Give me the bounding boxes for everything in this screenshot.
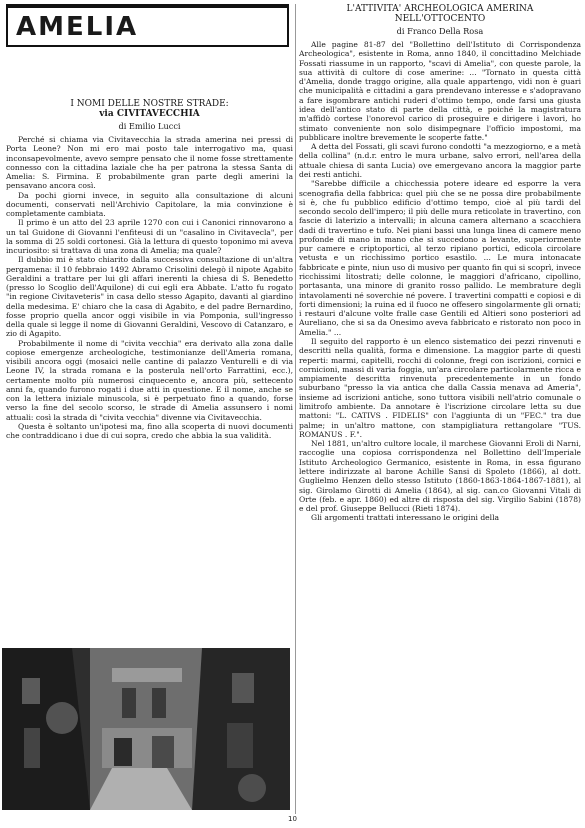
page-number: 10: [288, 815, 297, 823]
left-article-body: [6, 135, 293, 440]
left-column: [6, 4, 293, 440]
right-article-title-line2: NELL'OTTOCENTO: [394, 14, 486, 24]
column-divider: [295, 4, 296, 814]
right-article-author: di Franco Della Rosa: [396, 26, 484, 36]
right-paragraph-6: Gli argomenti trattati interessano le origini della: [311, 513, 500, 523]
street-photo-drawing: [2, 648, 290, 810]
left-article-title-line1: I NOMI DELLE NOSTRE STRADE:: [70, 99, 229, 109]
left-article-title-line2: via CIVITAVECCHIA: [99, 109, 200, 119]
left-article-author: di Emilio Lucci: [118, 121, 181, 131]
right-paragraph-1: Alle pagine 81-87 del "Bollettino dell'Istituto di Corrispondenza Archeologica", esistente in Roma, anno 1840, il concittadino Melchiade Fossati riassume in un rapporto, "scavi di Amelia", con queste parole, la sua attività di cultore di cose amerine: ... "Tornato in questa città d'Amelia, donde traggo origine, alla quale appartengo, vidi non è guari che municipalità e cittadini a gara prendevano interesse e s'adopravano a fare isgombrare antichi ruderi d'ottimo tempo, onde farsi una giusta idea dell'antico stato di parte della città, e poiché la magistratura m'affidò cortese l'onorevol carico di proseguire e dirigere i lavori, ho stimato conveniente non solo disimpegnare l'officio impostomi, ma pubblicare inoltre brevemente le scoperte fatte.": [299, 40, 581, 142]
left-paragraph-1: Perché si chiama via Civitavecchia la strada amerina nei pressi di Porta Leone? Non mi ero mai posto tale interrogativo ma, quasi inconsapevolmente, avevo sempre pensato che il nome fosse strettamente connesso con la cittadina laziale che ha per patrona la stessa Santa di Amelia: S. Firmina. E probabilmente gran parte degli amerini la pensavano ancora così.: [6, 135, 293, 191]
left-paragraph-5: Probabilmente il nome di "civita vecchia" era derivato alla zona dalle copiose emergenze archeologiche, testimonianze dell'Ameria romana, visibili ancora oggi (mosaici nelle cantine di palazzo Venturelli e di via Leone IV, la strada romana e la posterula nell'orto Farrattini, ecc.), certamente molto più numerosi cinquecento e, ancora più, settecento anni fa, quando furono rogati i due atti in questione. E il nome, anche se con la lettera iniziale minuscola, si è perpetuato fino a quando, forse verso la fine del secolo scorso, le strade di Amelia assunsero i nomi attuali: così la strada di "civita vecchia" divenne via Civitavecchia.: [6, 338, 293, 422]
street-photo: [2, 648, 290, 810]
left-paragraph-3: Il primo è un atto del 23 aprile 1270 con cui i Canonici rinnovarono a un tal Guidone di Giovanni l'enfiteusi di un "casalino in Civitavecla", per la somma di 25 soldi cortonesi. Già la lettura di questo toponimo mi aveva incuriosito: si trattava di una zona di Amelia; ma quale?: [6, 218, 293, 255]
left-article-title: [6, 99, 293, 119]
right-article-title: [299, 4, 581, 24]
right-paragraph-5: Nel 1881, un'altro cultore locale, il marchese Giovanni Eroli di Narni, raccoglie una copiosa corrispondenza nel Bollettino dell'Imperiale Istituto Archeologico Germanico, esistente in Roma, in essa figurano lettere indirizzate al barone Achille Sansi di Spoleto (1866), al dott. Guglielmo Henzen dello stesso Istituto (1860-1863-1864-1867-1881), al sig. Girolamo Girotti di Amelia (1864), al sig. can.co Giovanni Vitali di Orte (feb. e apr. 1860) ed altre di risposta del sig. Virgilio Sabini (1878) e del prof. Giuseppe Bellucci (Rieti 1874).: [299, 439, 581, 514]
right-article-title-line1: L'ATTIVITA' ARCHEOLOGICA AMERINA: [346, 4, 534, 14]
left-paragraph-2: Da pochi giorni invece, in seguito alla consultazione di alcuni documenti, conservati nell'Archivio Capitolare, la mia convinzione è completamente cambiata.: [6, 190, 293, 218]
right-paragraph-3: "Sarebbe difficile a chicchessia potere ideare ed esporre la vera scenografia della fabbrica: quel più che se ne possa dire probabilmente si è, che fu pubblico edificio d'ottimo tempo, cioè al più tardi del secondo secolo dell'impero; il più delle mura reticolate in travertino, con fascie di laterizio a intervalli; in alcuna camera alternano a scacchiera dadi di travertino e tufo. Nei piani bassi una lunga linea di camere meno profonde di mano in mano che si succedono a levante, superiormente pur camere e criptoportici, al terzo ripiano portici, edicola circolare vetusta e un ricchissimo portico esastilo. ... Le mura intonacate fabbricate e pinte, niun uso di musivo per quanto fin qui si scoprì, invece ricchissimi litostrati; delle colonne, le maggiori d'africano, cipollino, portasanta, una minore di granito rosso pallido. Le membrature degli intavolamenti né soverchie né povere. I travertini compatti e copiosi e di forti dimensioni; la ruina ed il fuoco ne offesero singolarmente gli ornati; i restauri d'alcune volte fralle case Gentili ed Altieri sono posteriori ad Aureliano, che si sa da Onesimo aveva fabbricato e ristorato non poco in Amelia." ...: [299, 179, 581, 337]
masthead-title: AMELIA: [16, 11, 139, 42]
right-article-body: [299, 40, 581, 523]
left-paragraph-4: Il dubbio mi è stato chiarito dalla successiva consultazione di un'altra pergamena: il 10 febbraio 1492 Abramo Crisolini delegò il nipote Agabito Geraldini a trattare per lui gli affari inerenti la chiesa di S. Benedetto (presso lo Scoglio dell'Aquilone) di cui egli era Abbate. L'atto fu rogato "in regione Civitaveteris" in casa dello stesso Agapito, davanti al giardino della medesima. E' chiaro che la casa di Agabito, e del padre Bernardino, fosse proprio quella ancor oggi visibile in via Pomponia, sull'ingresso della quale si legge il nome di Giovanni Geraldini, Vescovo di Catanzaro, e zio di Agapito.: [6, 255, 293, 339]
masthead-spacer: [6, 47, 293, 99]
left-paragraph-6: Questa è soltanto un'ipotesi ma, fino alla scoperta di nuovi documenti che contraddicano i due di cui sopra, credo che abbia la sua validità.: [6, 421, 293, 440]
masthead-box: [6, 4, 289, 47]
right-column: [299, 4, 581, 523]
right-paragraph-4: Il seguito del rapporto è un elenco sistematico dei pezzi rinvenuti e descritti nella qualità, forma e dimensione. La maggior parte di questi reperti: marmi, capitelli, rocchi di colonne, fregi con iscrizioni, cornici e cornicioni, massi di varia foggia, un'ara circolare particolarmente ricca e ampiamente descritta rinvenuta precedentemente in un fondo suburbano "presso la via antica che dalla Cassia menava ad Ameria", insieme ad iscrizioni antiche, sono tuttora visibili nell'atrio comunale o limitrofo ambiente. Da annotare è l'iscrizione circolare letta su due mattoni: "L. CATIVS . FIDELIS" con l'aggiunta di un "FEC." tra due palme; in un'altro mattone, con stampigliatura rettangolare "TUS. ROMANUS . F.".: [299, 337, 581, 439]
right-paragraph-2: A detta del Fossati, gli scavi furono condotti "a mezzogiorno, e a metà della collina" (n.d.r. entro le mura urbane, salvo errori, nell'area della attuale chiesa di santa Lucia) ove emergevano ancora la maggior parte dei resti antichi.: [299, 142, 581, 179]
